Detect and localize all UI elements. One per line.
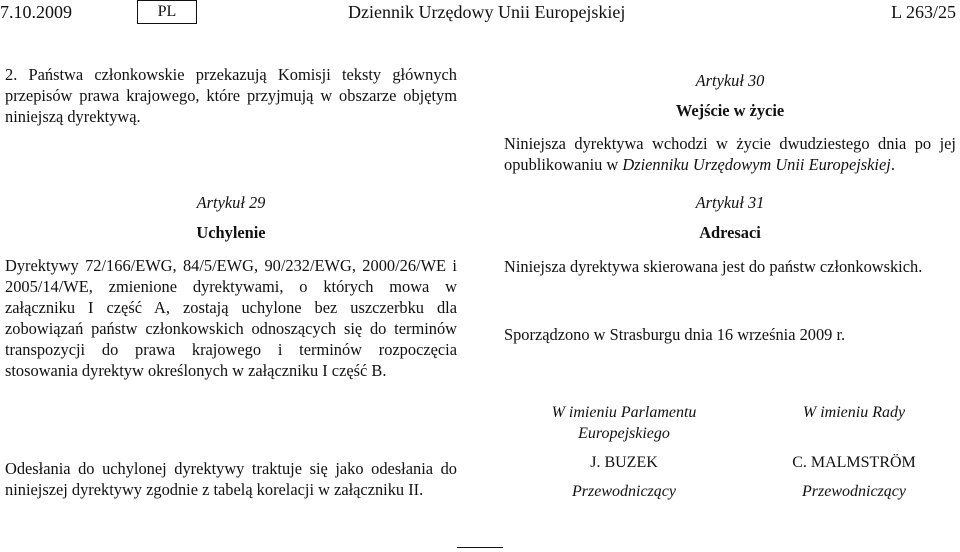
article-31-title: Adresaci (699, 223, 761, 242)
page-reference: L 263/25 (891, 2, 956, 22)
article-29-text-1: Dyrektywy 72/166/EWG, 84/5/EWG, 90/232/EWG, 2000/26/WE i 2005/14/WE, zmienione dyrektywami, o których mowa w załączniku I część A, zostają uchylone bez uszczerbku dla zobowiązań państw członkowskich odnoszących się do terminów transpozycji do prawa krajowego i terminów rozpoczęcia stosowania dyrektyw określonych w załączniku I część B. (5, 256, 457, 380)
signature-council (756, 402, 952, 502)
footer-rule (457, 547, 503, 548)
article-29-text-2: Odesłania do uchylonej dyrektywy traktuje się jako odesłania do niniejszej dyrektywy zgodnie z tabelą korelacji w załączniku II. (5, 459, 457, 499)
signature-role: W imieniu Rady (802, 404, 906, 421)
paragraph-2: 2. Państwa członkowskie przekazują Komisji teksty głównych przepisów prawa krajowego, które przyjmują w obszarze objętym niniejszą dyrektywą. (5, 65, 457, 126)
article-30-title: Wejście w życie (675, 101, 785, 120)
signature-name: C. MALMSTRÖM (792, 454, 916, 471)
article-31-number: Artykuł 31 (695, 193, 765, 212)
signature-role: W imieniu Parlamentu Europejskiego (551, 404, 697, 442)
journal-title: Dziennik Urzędowy Unii Europejskiej (348, 2, 626, 22)
language-code-box: PL (137, 0, 197, 24)
article-31-text: Niniejsza dyrektywa skierowana jest do państw członkowskich. (504, 257, 923, 276)
page-header (0, 0, 960, 36)
article-30-number: Artykuł 30 (695, 71, 765, 90)
journal-name-italic: Dzienniku Urzędowym Unii Europejskiej (622, 155, 891, 174)
signature-parliament (526, 402, 722, 502)
signature-title: Przewodniczący (802, 483, 906, 500)
signature-title: Przewodniczący (572, 483, 676, 500)
article-30-text-start: Niniejsza dyrektywa wchodzi w życie dwudziestego dnia po jej opublikowaniu w (504, 134, 956, 174)
article-30-text-end: . (890, 155, 895, 174)
article-29-number: Artykuł 29 (196, 193, 266, 212)
signature-name: J. BUZEK (590, 454, 658, 471)
article-29-title: Uchylenie (196, 223, 266, 242)
article-30-text (504, 133, 956, 175)
done-at-statement: Sporządzono w Strasburgu dnia 16 września 2009 r. (504, 325, 846, 344)
publication-date: 7.10.2009 (0, 2, 72, 22)
